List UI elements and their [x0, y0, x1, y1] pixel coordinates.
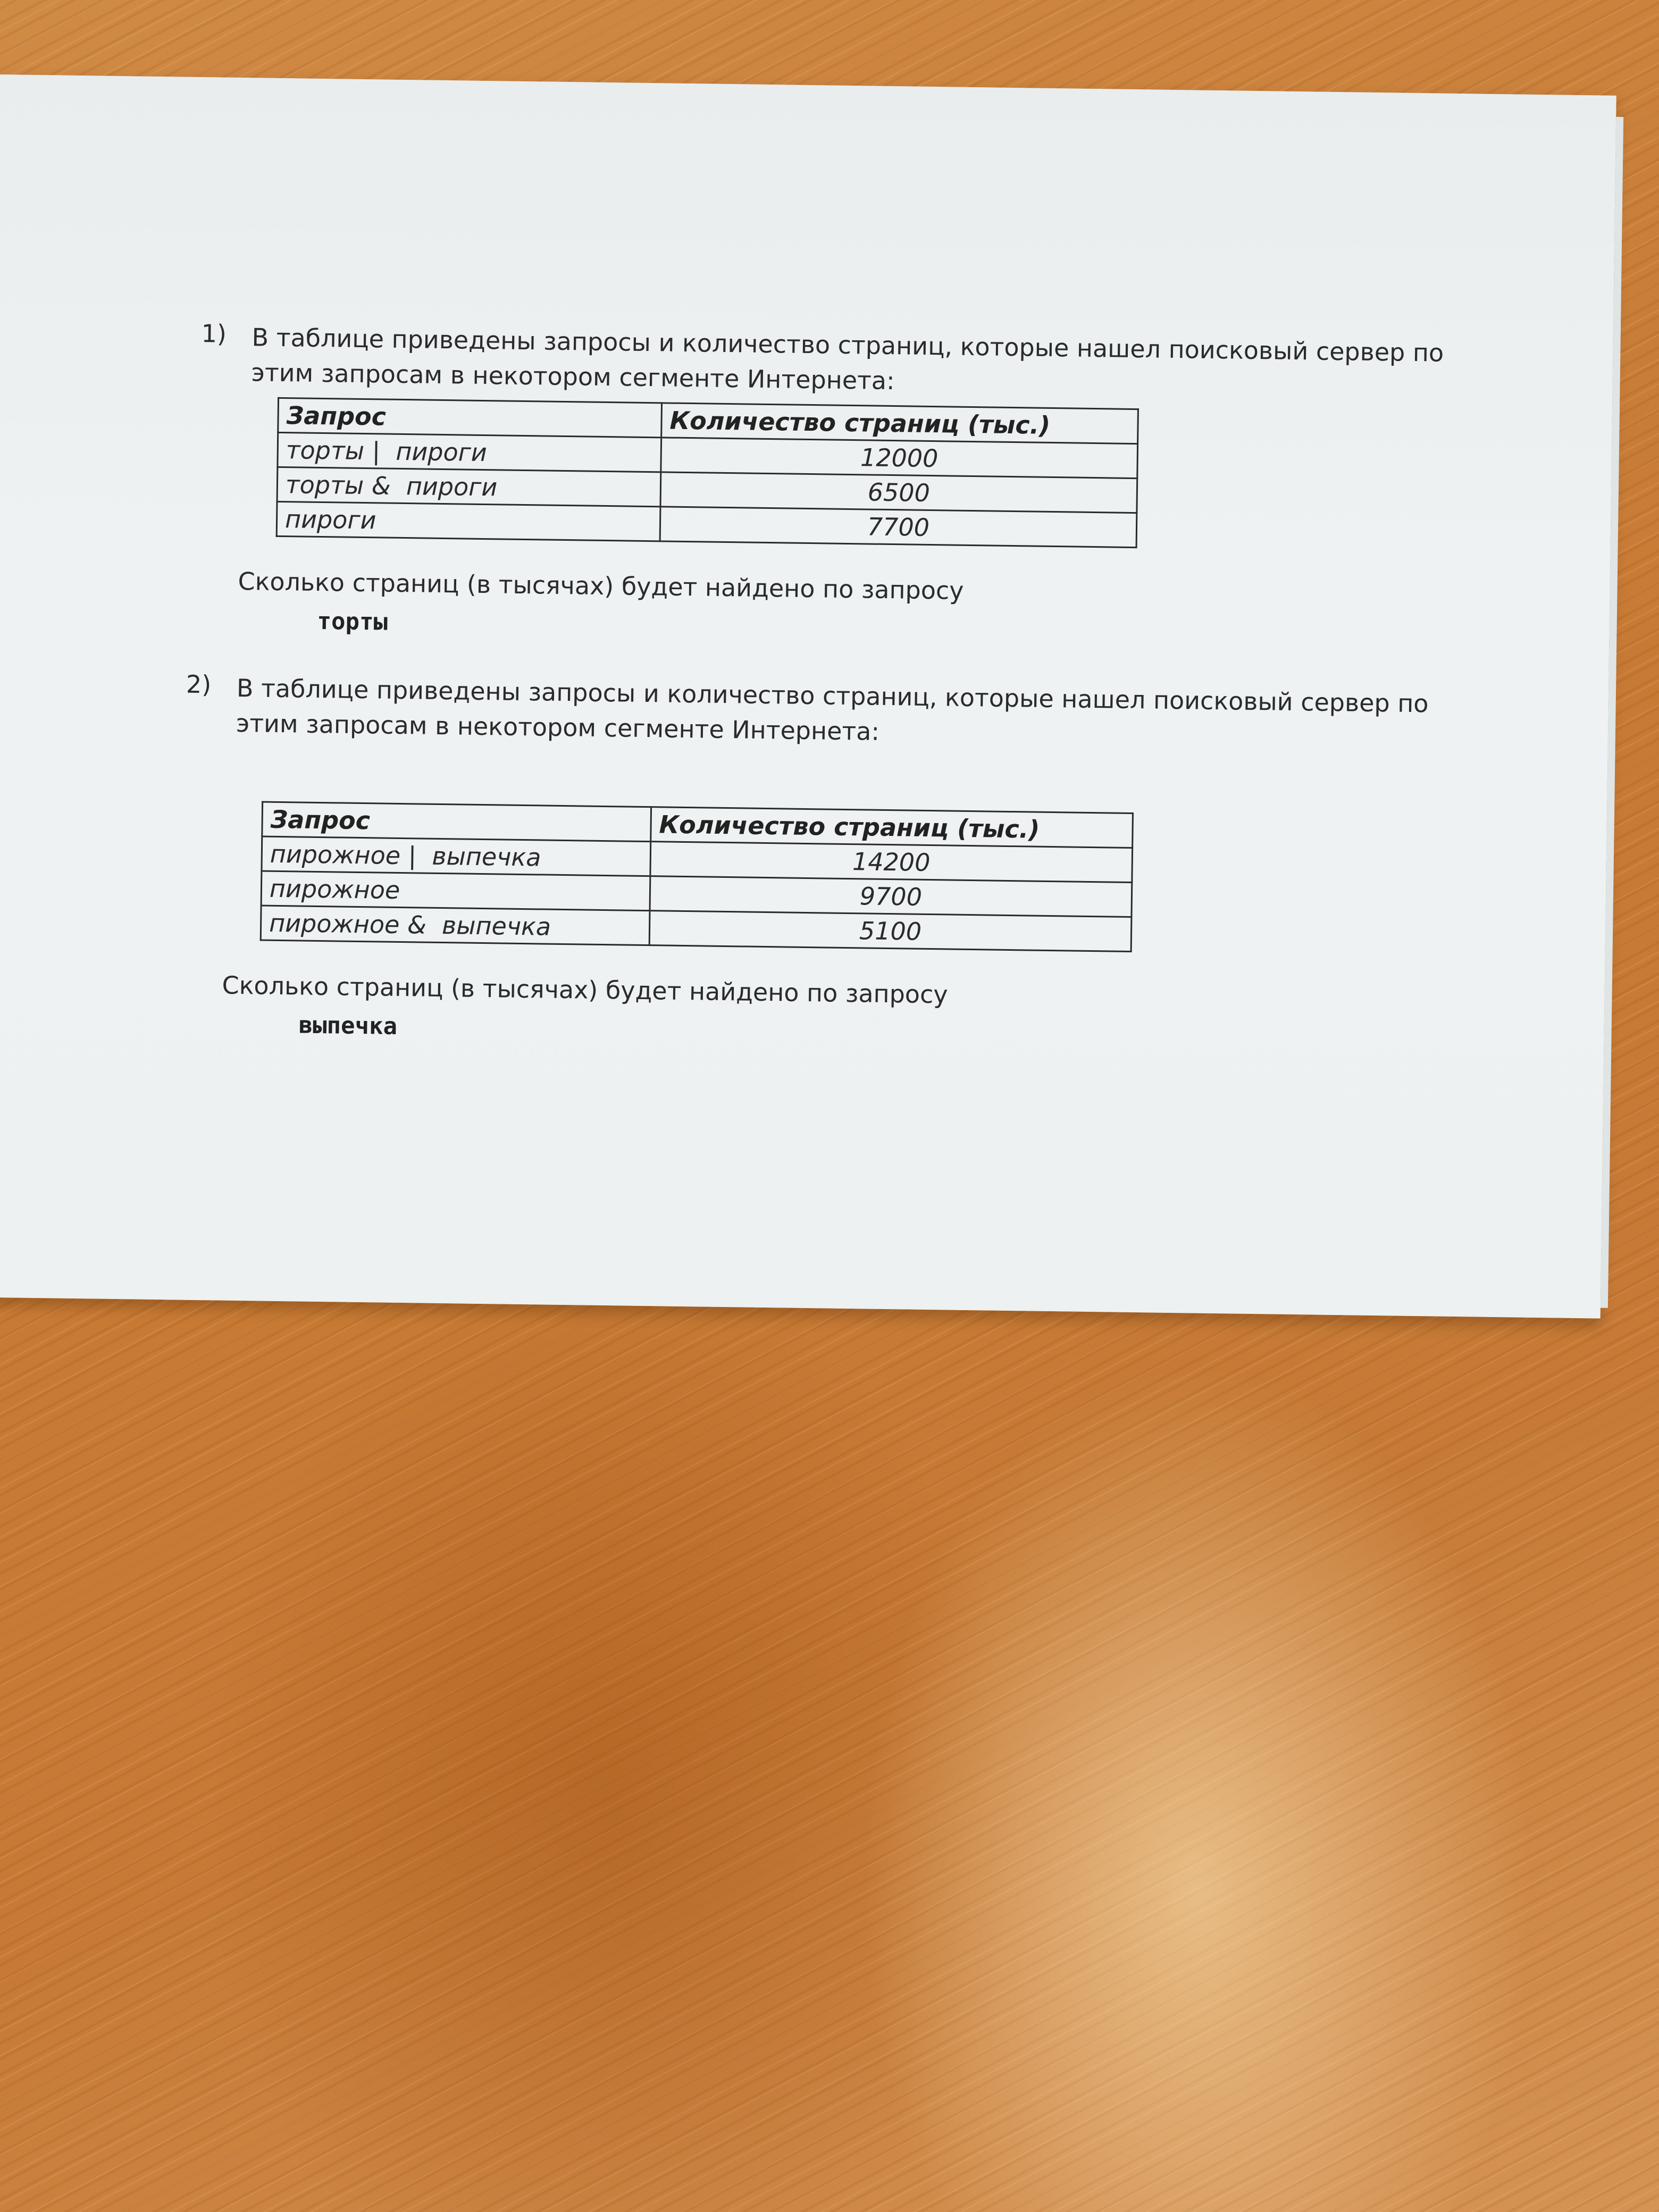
query-cell: пирожное & выпечка [261, 906, 650, 945]
task-2-question: Сколько страниц (в тысячах) будет найдено по запросу [222, 970, 948, 1009]
task-1-question: Сколько страниц (в тысячах) будет найдено по запросу [238, 566, 964, 605]
query-cell: торты | пироги [278, 432, 661, 472]
task-2-number: 2) [186, 669, 212, 699]
pages-cell: 9700 [650, 876, 1132, 917]
task-1-table [276, 397, 1139, 548]
pages-cell: 12000 [661, 438, 1138, 479]
task-2-query-word: выпечка [298, 1011, 398, 1040]
query-cell: пирожное | выпечка [262, 836, 651, 876]
header-pages: Количество страниц (тыс.) [651, 807, 1133, 848]
query-cell: пирожное [261, 871, 650, 911]
task-2-table [260, 801, 1134, 952]
task-1-text: В таблице приведены запросы и количество страниц, которые нашел поисковый сервер по этим запросам в некотором сегменте Интернета: [251, 323, 1444, 396]
task-2-text: В таблице приведены запросы и количество страниц, которые нашел поисковый сервер по этим запросам в некотором сегменте Интернета: [236, 673, 1429, 746]
pages-cell: 14200 [650, 842, 1133, 883]
task-1-query-word: торты [317, 607, 388, 636]
pages-cell: 6500 [660, 472, 1137, 513]
header-query: Запрос [278, 398, 662, 437]
pages-cell: 5100 [649, 911, 1132, 952]
header-pages: Количество страниц (тыс.) [661, 403, 1138, 444]
paper-sheet [0, 74, 1616, 1319]
task-1-number: 1) [201, 319, 227, 348]
query-cell: торты & пироги [277, 467, 661, 506]
header-query: Запрос [262, 802, 651, 842]
query-cell: пироги [276, 501, 660, 541]
task-2 [186, 670, 1473, 757]
task-1 [200, 319, 1488, 406]
worksheet-content [0, 74, 1616, 1319]
pages-cell: 7700 [660, 507, 1137, 548]
